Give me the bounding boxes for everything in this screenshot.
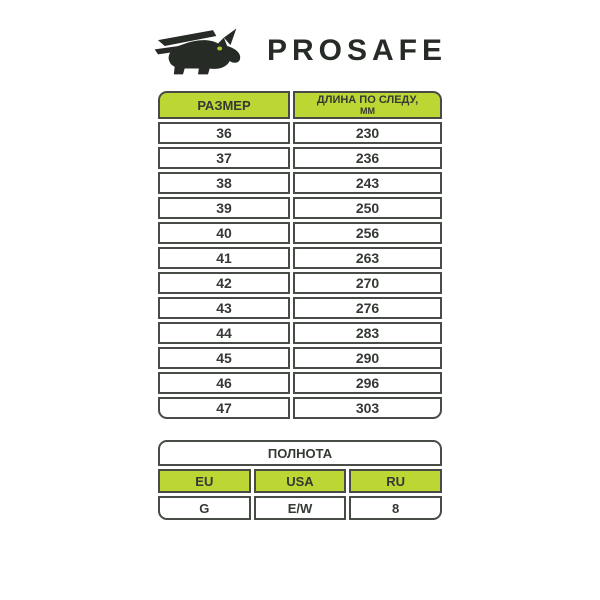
width-table-title-row <box>158 440 442 466</box>
length-cell: 263 <box>293 247 442 269</box>
size-table-row <box>158 322 442 344</box>
size-cell: 39 <box>158 197 290 219</box>
size-table-row <box>158 147 442 169</box>
width-table <box>155 437 445 523</box>
size-cell: 44 <box>158 322 290 344</box>
width-header-usa: USA <box>254 469 347 493</box>
size-cell: 37 <box>158 147 290 169</box>
size-cell: 43 <box>158 297 290 319</box>
width-header-eu: EU <box>158 469 251 493</box>
size-table-row <box>158 347 442 369</box>
size-cell: 36 <box>158 122 290 144</box>
width-header-ru: RU <box>349 469 442 493</box>
length-cell: 256 <box>293 222 442 244</box>
length-cell: 243 <box>293 172 442 194</box>
size-cell: 41 <box>158 247 290 269</box>
size-table-header-row <box>158 91 442 119</box>
length-cell: 250 <box>293 197 442 219</box>
size-table-row <box>158 172 442 194</box>
length-cell: 290 <box>293 347 442 369</box>
size-table-row <box>158 222 442 244</box>
size-cell: 38 <box>158 172 290 194</box>
width-table-header-row <box>158 469 442 493</box>
size-cell: 46 <box>158 372 290 394</box>
length-cell: 270 <box>293 272 442 294</box>
size-table-row <box>158 247 442 269</box>
size-table-row <box>158 372 442 394</box>
length-column-header <box>293 91 442 119</box>
size-table-row <box>158 297 442 319</box>
size-cell: 42 <box>158 272 290 294</box>
size-cell: 40 <box>158 222 290 244</box>
size-cell: 47 <box>158 397 290 419</box>
page <box>155 0 448 523</box>
width-value-usa: E/W <box>254 496 347 520</box>
width-value-ru: 8 <box>349 496 442 520</box>
size-table-row <box>158 197 442 219</box>
length-cell: 230 <box>293 122 442 144</box>
brand-wordmark: PROSAFE <box>266 34 448 67</box>
size-cell: 45 <box>158 347 290 369</box>
length-cell: 283 <box>293 322 442 344</box>
length-cell: 296 <box>293 372 442 394</box>
size-column-header-label: РАЗМЕР <box>197 97 251 113</box>
width-value-eu: G <box>158 496 251 520</box>
size-column-header <box>158 91 290 119</box>
length-cell: 276 <box>293 297 442 319</box>
length-cell: 303 <box>293 397 442 419</box>
length-column-header-line2: ММ <box>360 106 376 116</box>
size-table-row <box>158 272 442 294</box>
length-cell: 236 <box>293 147 442 169</box>
size-table <box>155 88 445 422</box>
width-table-value-row <box>158 496 442 520</box>
size-table-row <box>158 397 442 419</box>
width-table-title: ПОЛНОТА <box>158 440 442 466</box>
rhino-icon <box>153 23 253 79</box>
length-column-header-line1: ДЛИНА ПО СЛЕДУ, <box>316 94 419 106</box>
size-table-row <box>158 122 442 144</box>
brand-header <box>155 20 448 82</box>
